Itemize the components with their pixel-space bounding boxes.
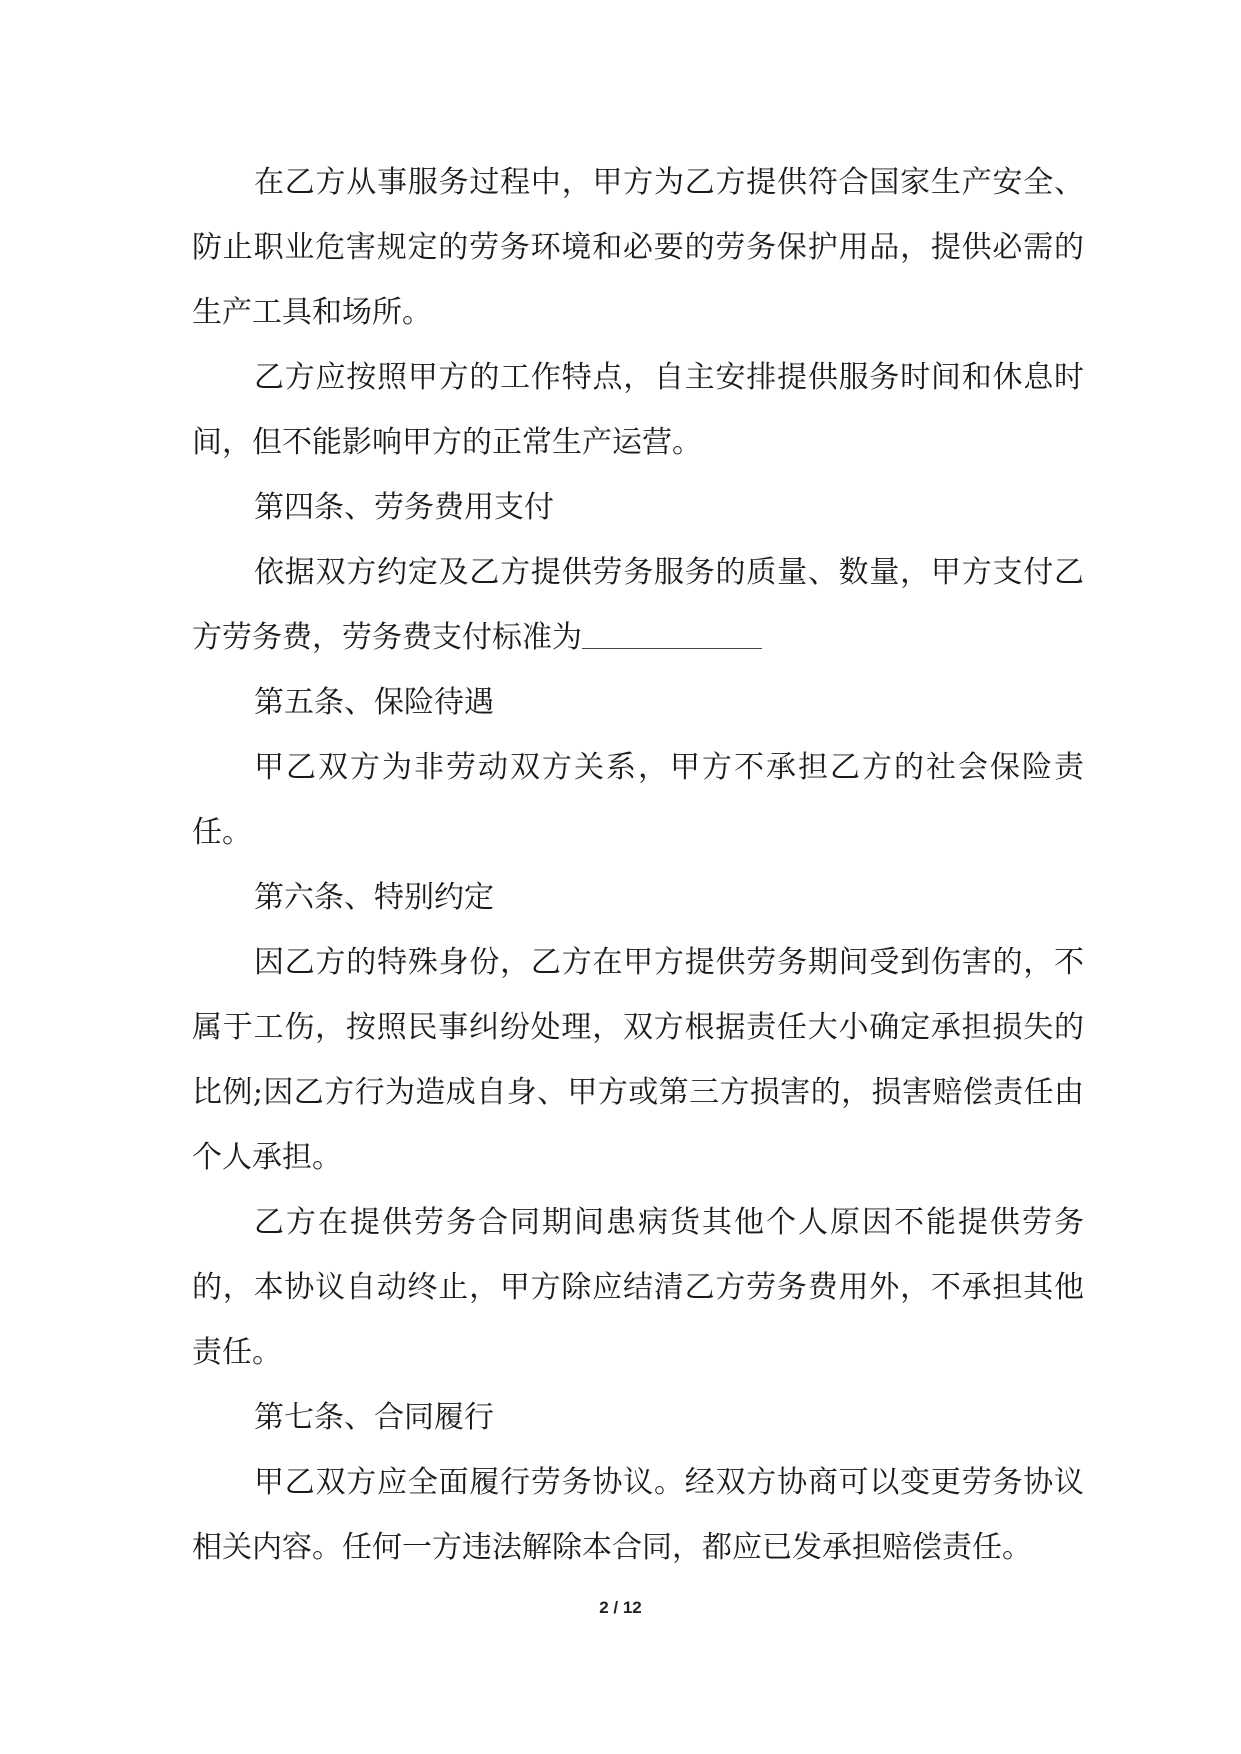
paragraph-work-schedule: 乙方应按照甲方的工作特点，自主安排提供服务时间和休息时间，但不能影响甲方的正常生产运营。 <box>192 360 1084 460</box>
document-body <box>192 150 1084 1580</box>
paragraph-safety-provision: 在乙方从事服务过程中，甲方为乙方提供符合国家生产安全、防止职业危害规定的劳务环境和必要的劳务保护用品，提供必需的生产工具和场所。 <box>192 165 1084 330</box>
page-number: 2 / 12 <box>599 1598 642 1617</box>
paragraph-injury-liability: 因乙方的特殊身份，乙方在甲方提供劳务期间受到伤害的，不属于工伤，按照民事纠纷处理，双方根据责任大小确定承担损失的比例;因乙方行为造成自身、甲方或第三方损害的，损害赔偿责任由个人承担。 <box>192 945 1084 1175</box>
paragraph-termination: 乙方在提供劳务合同期间患病货其他个人原因不能提供劳务的，本协议自动终止，甲方除应结清乙方劳务费用外，不承担其他责任。 <box>192 1205 1084 1370</box>
paragraph-contract-performance: 甲乙双方应全面履行劳务协议。经双方协商可以变更劳务协议相关内容。任何一方违法解除本合同，都应已发承担赔偿责任。 <box>192 1465 1084 1565</box>
paragraph-insurance: 甲乙双方为非劳动双方关系，甲方不承担乙方的社会保险责任。 <box>192 750 1084 850</box>
article-6-heading: 第六条、特别约定 <box>254 880 494 915</box>
article-5-heading: 第五条、保险待遇 <box>254 685 494 720</box>
article-4-heading: 第四条、劳务费用支付 <box>254 490 554 525</box>
article-7-heading: 第七条、合同履行 <box>254 1400 494 1435</box>
paragraph-fee-payment <box>192 540 1084 670</box>
fee-standard-blank <box>582 618 762 649</box>
paragraph-fee-payment-text: 依据双方约定及乙方提供劳务服务的质量、数量，甲方支付乙方劳务费，劳务费支付标准为 <box>192 555 1084 655</box>
